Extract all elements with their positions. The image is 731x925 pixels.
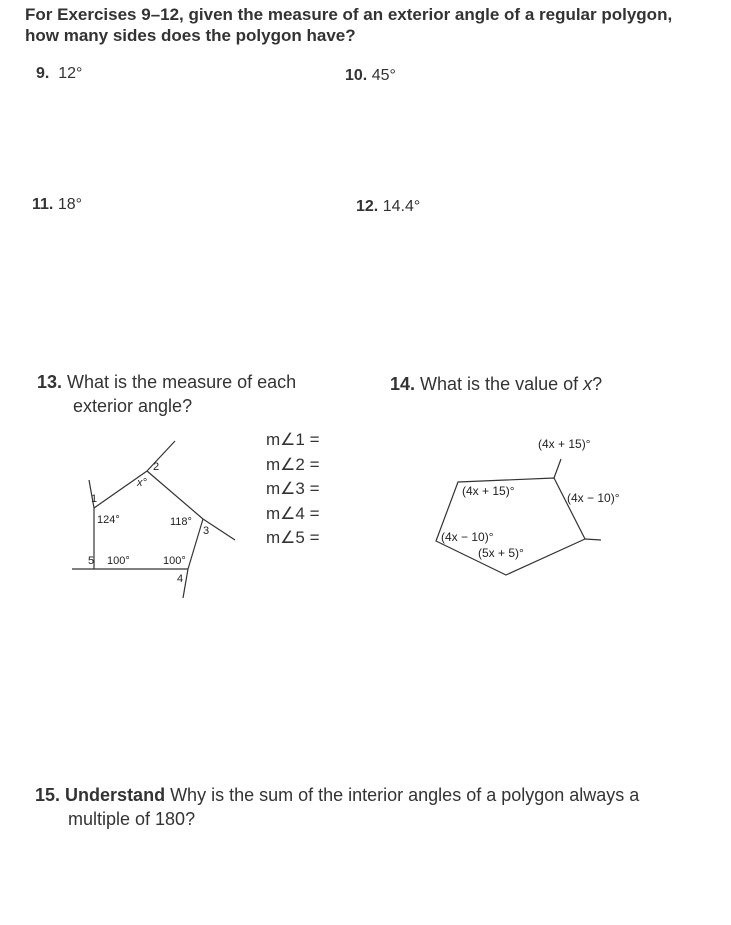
label-4x-plus-15-inner: (4x + 15)° bbox=[462, 484, 515, 498]
exercise-value: 18° bbox=[57, 196, 83, 213]
label-4x-minus-10-right: (4x − 10)° bbox=[567, 491, 620, 505]
angle-label-118: 118° bbox=[170, 516, 192, 528]
answer-m-angle-2: m∠2 = bbox=[266, 454, 320, 474]
answer-m-angle-1: m∠1 = bbox=[266, 430, 320, 449]
vertex-number-4: 4 bbox=[177, 573, 184, 585]
label-5x-plus-5: (5x + 5)° bbox=[478, 546, 524, 560]
angle-label-x: x° bbox=[137, 477, 147, 489]
question-15 bbox=[35, 783, 639, 831]
question-14-end: ? bbox=[592, 374, 603, 394]
question-14-text: What is the value of bbox=[420, 374, 584, 394]
exercise-number: 12. bbox=[356, 198, 379, 215]
question-number: 15. bbox=[35, 785, 61, 805]
question-15-keyword: Understand bbox=[65, 785, 166, 805]
question-15-line-1: Why is the sum of the interior angles of a polygon always a bbox=[165, 785, 640, 805]
question-14-variable: x bbox=[583, 374, 593, 394]
instructions-line-2: how many sides does the polygon have? bbox=[25, 26, 356, 45]
question-13-line-2: exterior angle? bbox=[73, 396, 193, 416]
exercise-value: 14.4° bbox=[382, 198, 421, 215]
answer-m-angle-3: m∠3 = bbox=[266, 479, 320, 498]
instructions-line-1: For Exercises 9–12, given the measure of an exterior angle of a regular polygon, bbox=[25, 5, 673, 24]
exercise-number: 10. bbox=[345, 67, 368, 84]
exercise-value: 12° bbox=[58, 65, 83, 82]
question-13-line-1: What is the measure of each bbox=[67, 372, 297, 392]
question-15-line-2: multiple of 180? bbox=[68, 809, 196, 829]
angle-label-100-right: 100° bbox=[163, 555, 186, 567]
exercise-number: 9. bbox=[36, 65, 50, 82]
vertex-number-3: 3 bbox=[203, 525, 210, 537]
vertex-number-1: 1 bbox=[91, 493, 98, 505]
label-4x-minus-10-left: (4x − 10)° bbox=[441, 530, 494, 544]
label-4x-plus-15-outer: (4x + 15)° bbox=[538, 437, 591, 451]
vertex-number-5: 5 bbox=[88, 555, 95, 567]
answer-m-angle-4: m∠4 = bbox=[266, 503, 320, 523]
exercise-value: 45° bbox=[371, 67, 396, 84]
question-number: 13. bbox=[37, 372, 63, 392]
answer-m-angle-5: m∠5 = bbox=[266, 528, 320, 547]
vertex-number-2: 2 bbox=[153, 461, 160, 473]
exercise-number: 11. bbox=[32, 196, 54, 213]
angle-label-100-left: 100° bbox=[107, 555, 130, 567]
question-number: 14. bbox=[390, 374, 416, 394]
angle-label-124: 124° bbox=[97, 514, 120, 526]
